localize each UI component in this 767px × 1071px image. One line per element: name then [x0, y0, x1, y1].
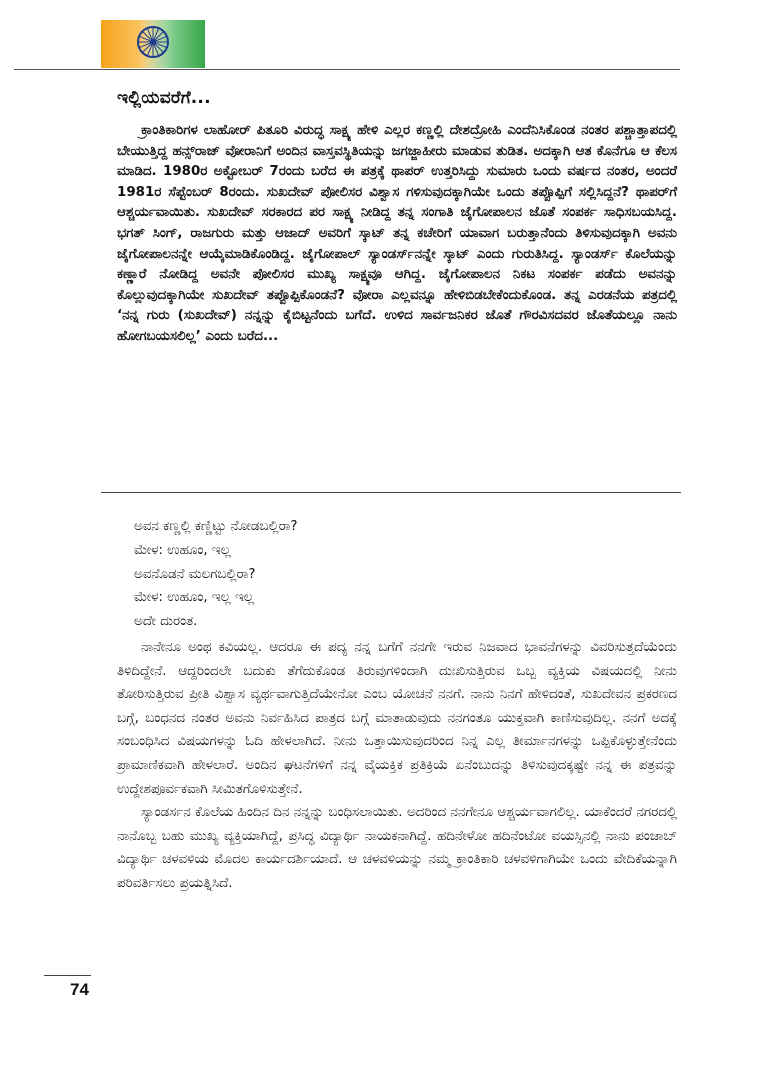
poem-line: ಮೇಳ: ಉಹೂಂ, ಇಲ್ಲ	[134, 542, 231, 558]
summary-divider	[101, 492, 681, 493]
poem-block	[134, 515, 298, 634]
poem-line: ಅದೇ ದುರಂತ.	[134, 614, 198, 630]
poem-line: ಮೇಳ: ಉಹೂಂ, ಇಲ್ಲ ಇಲ್ಲ	[134, 590, 255, 606]
section-heading: ಇಲ್ಲಿಯವರೆಗೆ...	[117, 88, 211, 108]
footer-divider	[44, 975, 91, 976]
page-number: 74	[70, 980, 89, 999]
ashoka-chakra-icon	[135, 24, 171, 60]
body-paragraph: ಸ್ಯಾಂಡರ್ಸನ ಕೊಲೆಯ ಹಿಂದಿನ ದಿನ ನನ್ನನ್ನು ಬಂಧಿಸಲಾಯಿತು. ಅದರಿಂದ ನನಗೇನೂ ಆಶ್ಚರ್ಯವಾಗಲಿಲ್ಲ. ಯಾಕೆಂದರೆ ನಗರದಲ್ಲಿ ನಾನೊಬ್ಬ ಬಹು ಮುಖ್ಯ ವ್ಯಕ್ತಿಯಾಗಿದ್ದೆ, ಪ್ರಸಿದ್ಧ ವಿದ್ಯಾರ್ಥಿ ನಾಯಕನಾಗಿದ್ದೆ. ಹದಿನೇಳೋ ಹದಿನೆಂಟೋ ವಯಸ್ಸಿನಲ್ಲಿ ನಾನು ಪಂಜಾಬ್ ವಿದ್ಯಾರ್ಥಿ ಚಳವಳಿಯ ಮೊದಲ ಕಾರ್ಯದರ್ಶಿಯಾದೆ. ಆ ಚಳವಳಿಯನ್ನು ನಮ್ಮ ಕ್ರಾಂತಿಕಾರಿ ಚಳವಳಿಗಾಗಿಯೇ ಒಂದು ವೇದಿಕೆಯನ್ನಾಗಿ ಪರಿವರ್ತಿಸಲು ಪ್ರಯತ್ನಿಸಿದೆ.	[117, 805, 677, 891]
flag-logo-icon	[101, 20, 205, 68]
summary-box	[117, 121, 677, 348]
poem-line: ಅವನ ಕಣ್ಣಲ್ಲಿ ಕಣ್ಣಿಟ್ಟು ನೋಡಬಲ್ಲಿರಾ?	[134, 519, 298, 534]
header-divider	[14, 69, 680, 70]
body-paragraph: ನಾನೇನೂ ಅಂಥ ಕವಿಯಲ್ಲ. ಆದರೂ ಈ ಪದ್ಯ ನನ್ನ ಬಗೆಗೆ ನನಗೇ ಇರುವ ನಿಜವಾದ ಭಾವನೆಗಳನ್ನು ವಿವರಿಸುತ್ತದೆಯೆಂದು ತಿಳಿದಿದ್ದೇನೆ. ಆದ್ದರಿಂದಲೇ ಬದುಕು ತೆಗೆದುಕೊಂಡ ತಿರುವುಗಳಿಂದಾಗಿ ದುಃಖಿಸುತ್ತಿರುವ ಒಬ್ಬ ವ್ಯಕ್ತಿಯ ವಿಷಯದಲ್ಲಿ ನೀನು ತೋರಿಸುತ್ತಿರುವ ಪ್ರೀತಿ ವಿಶ್ವಾಸ ವ್ಯರ್ಥವಾಗುತ್ತಿದೆಯೇನೋ ಎಂಬ ಯೋಚನೆ ನನಗೆ. ನಾನು ನಿನಗೆ ಹೇಳಿದಂತೆ, ಸುಖದೇವನ ಪ್ರಕರಣದ ಬಗ್ಗೆ, ಬಂಧನದ ನಂತರ ಅವನು ನಿರ್ವಹಿಸಿದ ಪಾತ್ರದ ಬಗ್ಗೆ ಮಾತಾಡುವುದು ನನಗಂತೂ ಯುಕ್ತವಾಗಿ ಕಾಣಿಸುವುದಿಲ್ಲ. ನನಗೆ ಅದಕ್ಕೆ ಸಂಬಂಧಿಸಿದ ವಿಷಯಗಳನ್ನು ಓದಿ ಹೇಳಲಾಗಿದೆ. ನೀನು ಒತ್ತಾಯಿಸುವುದರಿಂದ ನಿನ್ನ ಎಲ್ಲ ತೀರ್ಮಾನಗಳನ್ನು ಒಪ್ಪಿಕೊಳ್ಳುತ್ತೇನೆಂದು ಪ್ರಾಮಾಣಿಕವಾಗಿ ಹೇಳಲಾರೆ. ಅಂದಿನ ಘಟನೆಗಳಿಗೆ ನನ್ನ ವೈಯಕ್ತಿಕ ಪ್ರತಿಕ್ರಿಯೆ ಏನೆಂಬುದನ್ನು ತಿಳಿಸುವುದಕ್ಕಷ್ಟೇ ನನ್ನ ಈ ಪತ್ರವನ್ನು ಉದ್ದೇಶಪೂರ್ವಕವಾಗಿ ಸೀಮಿತಗೊಳಿಸುತ್ತೇನೆ.	[117, 640, 677, 797]
poem-line: ಅವನೊಡನೆ ಮಲಗಬಲ್ಲಿರಾ?	[134, 566, 256, 582]
body-text	[117, 636, 677, 896]
summary-paragraph: ಕ್ರಾಂತಿಕಾರಿಗಳ ಲಾಹೋರ್ ಪಿತೂರಿ ವಿರುದ್ಧ ಸಾಕ್ಷ್ಯ ಹೇಳಿ ಎಲ್ಲರ ಕಣ್ಣಲ್ಲಿ ದೇಶದ್ರೋಹಿ ಎಂದೆನಿಸಿಕೊಂಡ ನಂತರ ಪಶ್ಚಾತ್ತಾಪದಲ್ಲಿ ಬೇಯುತ್ತಿದ್ದ ಹನ್ಸ್‌ರಾಜ್ ವೋರಾನಿಗೆ ಅಂದಿನ ವಾಸ್ತವಸ್ಥಿತಿಯನ್ನು ಜಗಜ್ಜಾಹೀರು ಮಾಡುವ ತುಡಿತ. ಅದಕ್ಕಾಗಿ ಆತ ಕೊನೆಗೂ ಆ ಕೆಲಸ ಮಾಡಿದ. 1980ರ ಅಕ್ಟೋಬರ್ 7ರಂದು ಬರೆದ ಈ ಪತ್ರಕ್ಕೆ ಥಾಪರ್ ಉತ್ತರಿಸಿದ್ದು ಸುಮಾರು ಒಂದು ವರ್ಷದ ನಂತರ, ಅಂದರೆ 1981ರ ಸೆಪ್ಟೆಂಬರ್ 8ರಂದು. ಸುಖದೇವ್ ಪೋಲಿಸರ ವಿಶ್ವಾಸ ಗಳಿಸುವುದಕ್ಕಾಗಿಯೇ ಒಂದು ತಪ್ಪೊಪ್ಪಿಗೆ ಸಲ್ಲಿಸಿದ್ದನೆ? ಥಾಪರ್‌ಗೆ ಆಶ್ಚರ್ಯವಾಯಿತು. ಸುಖದೇವ್ ಸರಕಾರದ ಪರ ಸಾಕ್ಷ್ಯ ನೀಡಿದ್ದ ತನ್ನ ಸಂಗಾತಿ ಜೈಗೋಪಾಲನ ಜೊತೆ ಸಂಪರ್ಕ ಸಾಧಿಸಬಯಸಿದ್ದ. ಭಗತ್ ಸಿಂಗ್, ರಾಜಗುರು ಮತ್ತು ಆಜಾದ್ ಅವರಿಗೆ ಸ್ಕಾಟ್ ತನ್ನ ಕಚೇರಿಗೆ ಯಾವಾಗ ಬರುತ್ತಾನೆಂದು ತಿಳಿಸುವುದಕ್ಕಾಗಿ ಅವನು ಜೈಗೋಪಾಲನನ್ನೇ ಆಯ್ಕೆಮಾಡಿಕೊಂಡಿದ್ದ. ಜೈಗೋಪಾಲ್ ಸ್ಯಾಂಡರ್ಸ್‌ನನ್ನೇ ಸ್ಕಾಟ್ ಎಂದು ಗುರುತಿಸಿದ್ದ. ಸ್ಯಾಂಡರ್ಸ್ ಕೊಲೆಯನ್ನು ಕಣ್ಣಾರೆ ನೋಡಿದ್ದ ಅವನೇ ಪೋಲಿಸರ ಮುಖ್ಯ ಸಾಕ್ಷ್ಯವೂ ಆಗಿದ್ದ. ಜೈಗೋಪಾಲನ ನಿಕಟ ಸಂಪರ್ಕ ಪಡೆದು ಅವನನ್ನು ಕೊಲ್ಲುವುದಕ್ಕಾಗಿಯೇ ಸುಖದೇವ್ ತಪ್ಪೊಪ್ಪಿಕೊಂಡನೆ? ವೋರಾ ಎಲ್ಲವನ್ನೂ ಹೇಳಿಬಿಡಬೇಕೆಂದುಕೊಂಡ. ತನ್ನ ಎರಡನೆಯ ಪತ್ರದಲ್ಲಿ ‘ನನ್ನ ಗುರು (ಸುಖದೇವ್) ನನ್ನನ್ನು ಕೈಬಿಟ್ಟನೆಂದು ಬಗೆದೆ. ಉಳಿದ ಸಾರ್ವಜನಿಕರ ಜೊತೆ ಗೌರವಿಸದವರ ಜೊತೆಯಲ್ಲೂ ನಾನು ಹೋಗಬಯಸಲಿಲ್ಲ’ ಎಂದು ಬರೆದ...	[117, 123, 677, 344]
